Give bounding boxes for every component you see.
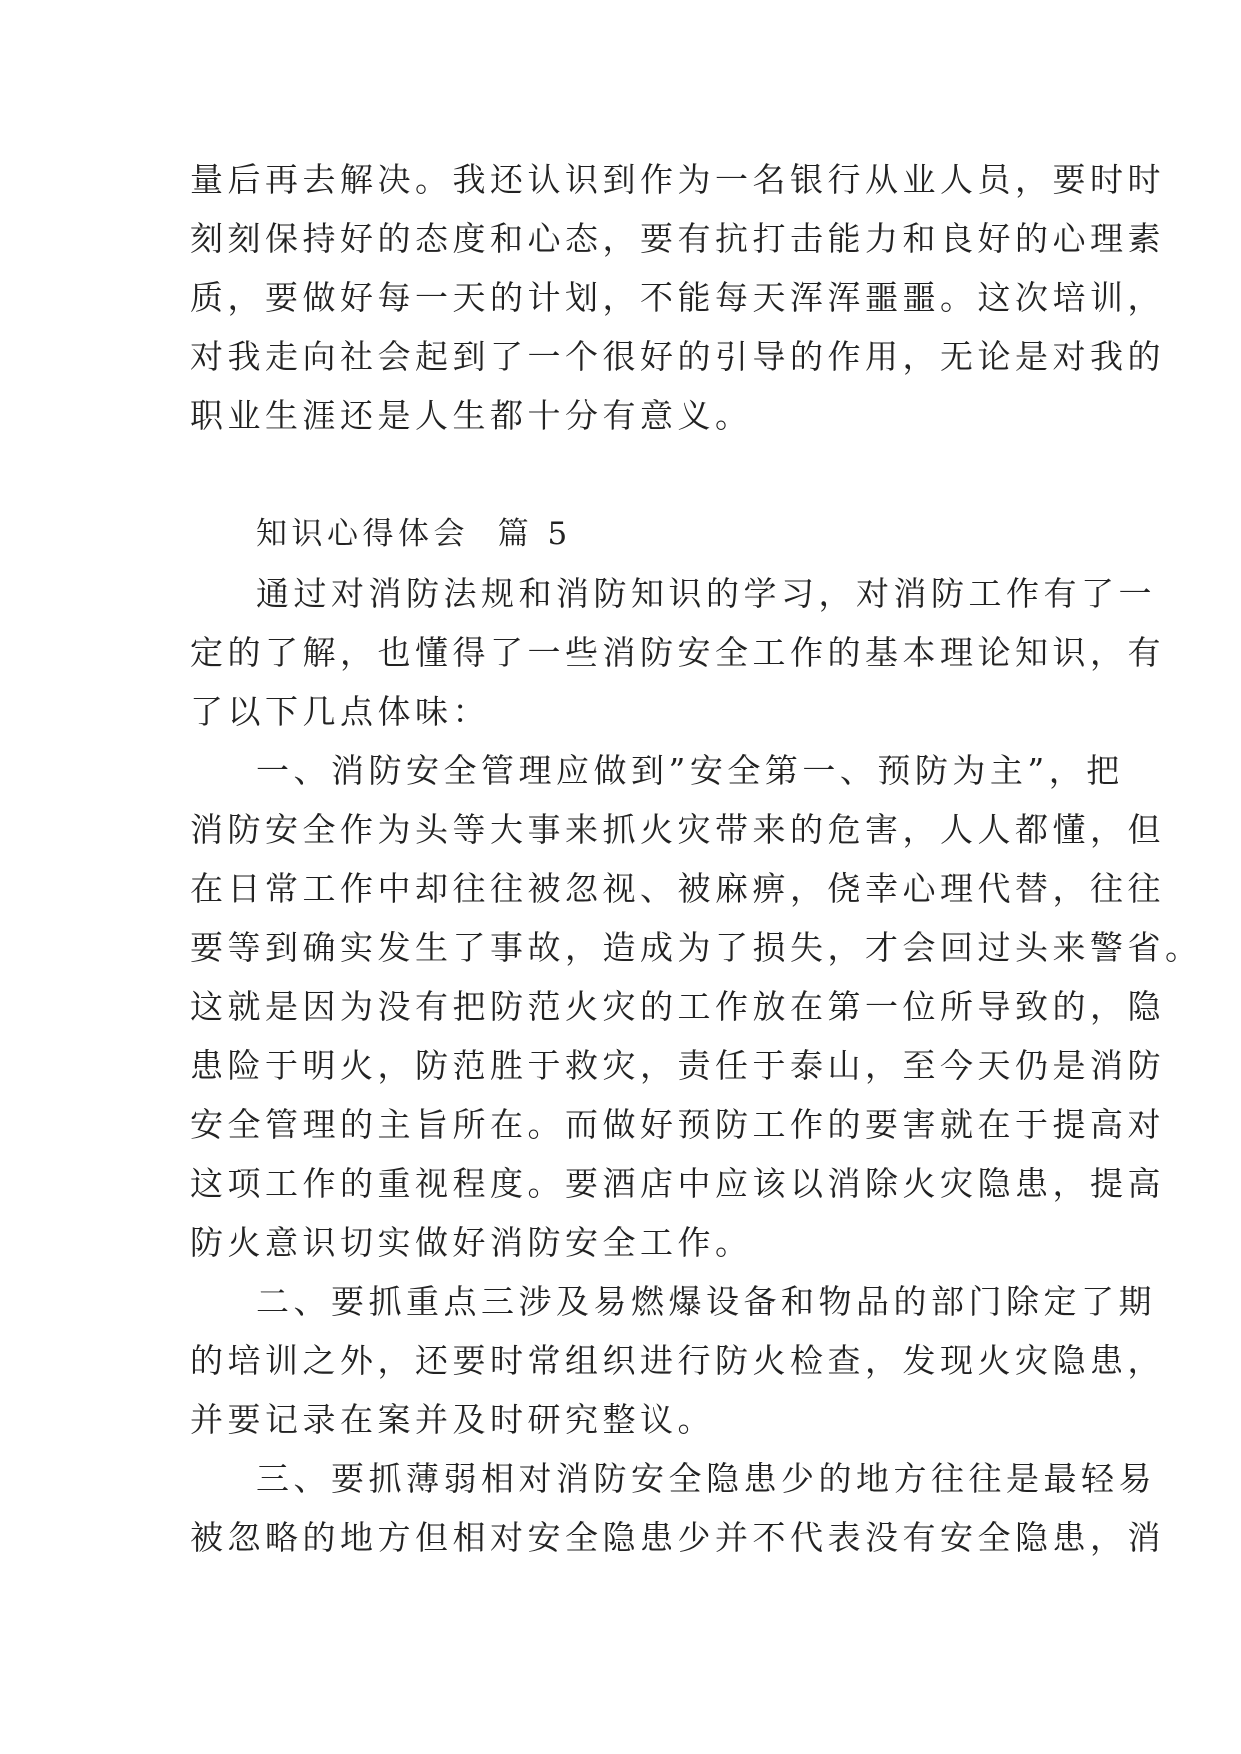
text-line: 要等到确实发生了事故，造成为了损失，才会回过头来警省。 xyxy=(190,928,1203,967)
paragraph-point-one xyxy=(190,741,1203,1272)
text-line: 这就是因为没有把防范火灾的工作放在第一位所导致的，隐 xyxy=(190,987,1165,1026)
text-line: 患险于明火，防范胜于救灾，责任于泰山，至今天仍是消防 xyxy=(190,1046,1165,1085)
text-line: 一、消防安全管理应做到”安全第一、预防为主”，把 xyxy=(256,751,1124,790)
text-line: 这项工作的重视程度。要酒店中应该以消除火灾隐患，提高 xyxy=(190,1164,1165,1203)
text-line: 通过对消防法规和消防知识的学习，对消防工作有了一 xyxy=(256,574,1156,613)
paragraph-point-two xyxy=(190,1272,1165,1449)
text-line: 了以下几点体味： xyxy=(190,692,490,731)
section-heading: 知识心得体会 篇 5 xyxy=(256,516,572,552)
text-line: 防火意识切实做好消防安全工作。 xyxy=(190,1223,753,1262)
text-line: 三、要抓薄弱相对消防安全隐患少的地方往往是最轻易 xyxy=(256,1459,1156,1498)
text-line: 被忽略的地方但相对安全隐患少并不代表没有安全隐患，消 xyxy=(190,1518,1165,1557)
text-line: 的培训之外，还要时常组织进行防火检查，发现火灾隐患， xyxy=(190,1341,1165,1380)
text-line: 消防安全作为头等大事来抓火灾带来的危害，人人都懂，但 xyxy=(190,810,1165,849)
text-line: 对我走向社会起到了一个很好的引导的作用，无论是对我的 xyxy=(190,337,1165,376)
text-line: 刻刻保持好的态度和心态，要有抗打击能力和良好的心理素 xyxy=(190,219,1165,258)
paragraph-point-three xyxy=(190,1449,1165,1567)
paragraph-continuation xyxy=(190,150,1165,445)
text-line: 在日常工作中却往往被忽视、被麻痹，侥幸心理代替，往往 xyxy=(190,869,1165,908)
text-line: 并要记录在案并及时研究整议。 xyxy=(190,1400,715,1439)
text-line: 质，要做好每一天的计划，不能每天浑浑噩噩。这次培训， xyxy=(190,278,1165,317)
text-line: 二、要抓重点三涉及易燃爆设备和物品的部门除定了期 xyxy=(256,1282,1156,1321)
paragraph-intro xyxy=(190,564,1165,741)
text-line: 职业生涯还是人生都十分有意义。 xyxy=(190,396,753,435)
text-line: 安全管理的主旨所在。而做好预防工作的要害就在于提高对 xyxy=(190,1105,1165,1144)
section-heading-block xyxy=(190,505,1060,564)
text-line: 定的了解，也懂得了一些消防安全工作的基本理论知识，有 xyxy=(190,633,1165,672)
text-line: 量后再去解决。我还认识到作为一名银行从业人员，要时时 xyxy=(190,160,1165,199)
